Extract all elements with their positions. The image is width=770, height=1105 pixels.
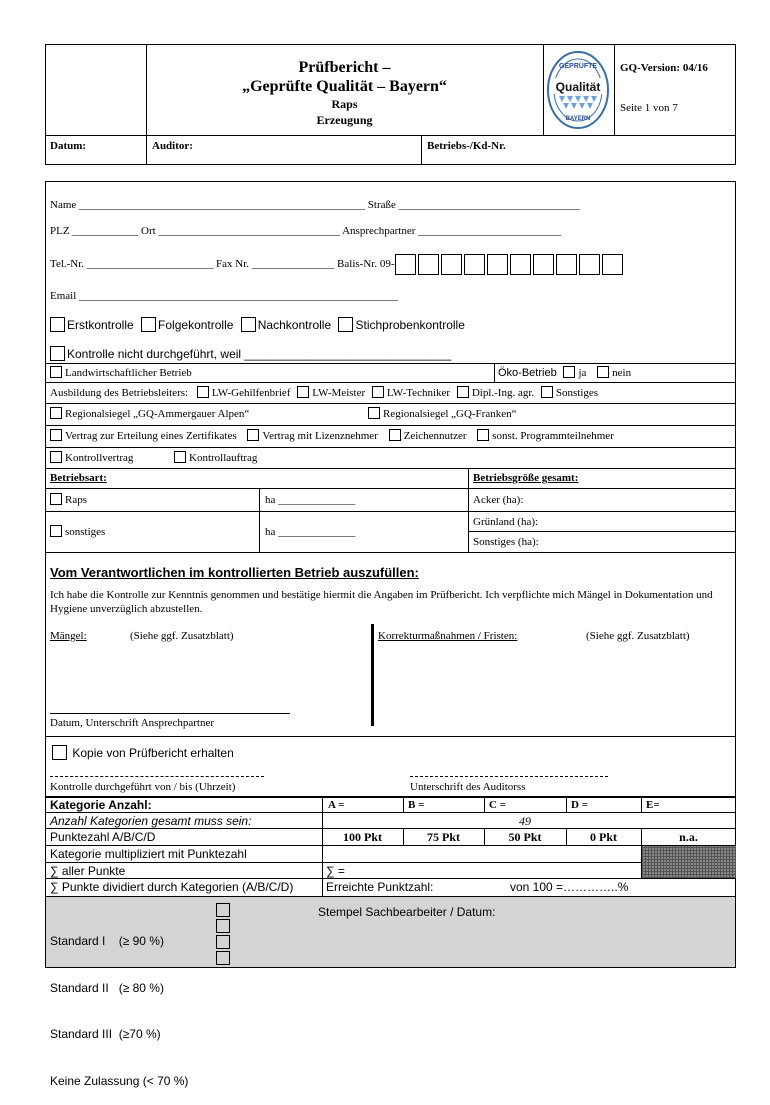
standard-2: Standard II (≥ 80 %) <box>50 980 164 995</box>
points-e: n.a. <box>679 830 698 844</box>
date-label: Datum: <box>50 140 87 152</box>
required-categories-value: 49 <box>519 814 531 828</box>
checkbox-nachkontrolle[interactable]: Nachkontrolle <box>241 318 331 332</box>
checkbox-erstkontrolle[interactable]: Erstkontrolle <box>50 318 134 332</box>
oeko-betrieb-row: Öko-Betrieb ja nein <box>498 367 632 379</box>
standard-none: Keine Zulassung (< 70 %) <box>50 1073 189 1088</box>
points-b: 75 Pkt <box>427 830 460 844</box>
contract-row <box>50 429 614 442</box>
points-c: 50 Pkt <box>508 830 542 844</box>
checkbox-copy-received[interactable]: Kopie von Prüfbericht erhalten <box>52 745 234 760</box>
sonstiges-ha-label: Sonstiges (ha): <box>473 536 539 548</box>
category-c[interactable]: C = <box>489 799 506 811</box>
logo-top-text: GEPRÜFTE <box>558 63 598 70</box>
checkbox-siegel-ammergau[interactable]: Regionalsiegel „GQ-Ammergauer Alpen“ <box>50 407 249 420</box>
checkbox-standard-2[interactable] <box>216 919 230 933</box>
standard-3: Standard III (≥70 %) <box>50 1027 161 1041</box>
checkbox-stichprobenkontrolle[interactable]: Stichprobenkontrolle <box>338 318 464 332</box>
points-d: 0 Pkt <box>590 830 617 844</box>
gruenland-label: Grünland (ha): <box>473 516 539 528</box>
checkbox-folgekontrolle[interactable]: Folgekontrolle <box>141 318 233 332</box>
category-count-label: Kategorie Anzahl: <box>50 798 152 812</box>
responsible-title: Vom Verantwortlichen im kontrollierten Betrieb auszufüllen: <box>50 565 419 580</box>
checkbox-standard-1[interactable] <box>216 903 230 917</box>
checkbox-zeichennutzer[interactable]: Zeichennutzer <box>381 430 467 442</box>
page-number: Seite 1 von 7 <box>620 102 678 114</box>
product-name: Raps <box>331 97 358 111</box>
responsible-text: Ich habe die Kontrolle zur Kenntnis genommen und bestätige hiermit die Angaben im Prüfbericht. Ich verpflichte mich Mängel in Dokumentation und Hygiene unverzüglich abzustellen. <box>50 589 713 615</box>
performed-by-label: Kontrolle durchgeführt von / bis (Uhrzeit) <box>50 781 236 793</box>
checkbox-programmteilnehmer[interactable]: sonst. Programmteilnehmer <box>469 430 614 442</box>
achieved-percent[interactable]: von 100 =…………..% <box>510 880 629 894</box>
education-row: Ausbildung des Betriebsleiters: LW-Gehilfenbrief LW-Meister LW-Techniker Dipl.-Ing. agr. Sonstiges <box>50 387 599 399</box>
standard-1: Standard I (≥ 90 %) <box>50 934 164 948</box>
business-nr-label: Betriebs-/Kd-Nr. <box>427 140 506 152</box>
checkbox-oeko-ja[interactable]: ja <box>559 367 586 379</box>
sum-value[interactable]: ∑ = <box>326 864 345 878</box>
title-line2: „Geprüfte Qualität – Bayern“ <box>242 78 447 95</box>
points-a: 100 Pkt <box>343 830 382 844</box>
checkbox-kontrollvertrag[interactable]: Kontrollvertrag <box>50 451 133 464</box>
divided-label: ∑ Punkte dividiert durch Kategorien (A/B/C/D) <box>50 880 294 894</box>
title-line1: Prüfbericht – <box>298 59 391 76</box>
checkbox-raps[interactable]: Raps <box>50 493 87 506</box>
acker-label: Acker (ha): <box>473 494 524 506</box>
corrections-see-extra: (Siehe ggf. Zusatzblatt) <box>586 630 690 642</box>
checkbox-lw-gehilfenbrief[interactable]: LW-Gehilfenbrief <box>191 387 291 399</box>
betriebsart-header: Betriebsart: <box>50 472 107 484</box>
betriebsgroesse-header: Betriebsgröße gesamt: <box>473 472 579 484</box>
sonstiges-ha-field[interactable]: ha ______________ <box>265 526 356 538</box>
control-type-options <box>50 317 465 332</box>
production-stage: Erzeugung <box>316 113 373 127</box>
auditor-label: Auditor: <box>152 140 193 152</box>
category-a[interactable]: A = <box>328 799 345 811</box>
checkbox-oeko-nein[interactable]: nein <box>589 367 631 379</box>
raps-ha-field[interactable]: ha ______________ <box>265 494 356 506</box>
logo-bottom-text: BAYERN <box>565 116 591 122</box>
name-street-field[interactable]: Name ____________________________________________________ Straße _________________________________ <box>50 199 581 211</box>
points-label: Punktezahl A/B/C/D <box>50 830 156 844</box>
corrections-label: Korrekturmaßnahmen / Fristen: <box>378 630 518 642</box>
category-b[interactable]: B = <box>408 799 425 811</box>
defects-see-extra: (Siehe ggf. Zusatzblatt) <box>130 630 234 642</box>
tel-fax-label: Tel.-Nr. _______________________ Fax Nr. _______________ Balis-Nr. 09- <box>50 258 395 271</box>
checkbox-lw-techniker[interactable]: LW-Techniker <box>368 387 450 399</box>
standards-list <box>50 903 188 1105</box>
defects-label: Mängel: <box>50 630 87 642</box>
signature-contact-label: Datum, Unterschrift Ansprechpartner <box>50 717 215 729</box>
auditor-signature-label: Unterschrift des Auditorss <box>410 781 526 793</box>
gq-version: GQ-Version: 04/16 <box>620 62 708 74</box>
gq-bayern-logo <box>545 48 611 132</box>
plz-city-contact-field[interactable]: PLZ ____________ Ort _________________________________ Ansprechpartner __________________________ <box>50 225 562 237</box>
stamp-label: Stempel Sachbearbeiter / Datum: <box>318 905 496 919</box>
checkbox-standard-3[interactable] <box>216 935 230 949</box>
checkbox-not-performed[interactable]: Kontrolle nicht durchgeführt, weil _______________________________ <box>50 346 451 361</box>
responsible-divider <box>371 624 374 726</box>
checkbox-kontrollauftrag[interactable]: Kontrollauftrag <box>174 451 257 464</box>
checkbox-vertrag-zertifikat[interactable]: Vertrag zur Erteilung eines Zertifikates <box>50 430 237 442</box>
checkbox-siegel-franken[interactable]: Regionalsiegel „GQ-Franken“ <box>368 407 516 420</box>
na-hatched-cell <box>642 846 736 878</box>
checkbox-lw-meister[interactable]: LW-Meister <box>293 387 365 399</box>
sum-points-label: ∑ aller Punkte <box>50 864 126 878</box>
checkbox-landwirtschaftlicher-betrieb[interactable]: Landwirtschaftlicher Betrieb <box>50 366 192 379</box>
checkbox-dipl-ing[interactable]: Dipl.-Ing. agr. <box>453 387 534 399</box>
checkbox-sonstiges-ausbildung[interactable]: Sonstiges <box>537 387 598 399</box>
logo-main-text: Qualität <box>555 80 601 94</box>
checkbox-vertrag-lizenznehmer[interactable]: Vertrag mit Lizenznehmer <box>239 430 377 442</box>
required-categories-label: Anzahl Kategorien gesamt muss sein: <box>50 814 252 828</box>
balis-digit-boxes[interactable] <box>395 258 625 270</box>
email-field[interactable]: Email __________________________________________________________ <box>50 290 399 302</box>
achieved-points-label: Erreichte Punktzahl: <box>326 880 434 894</box>
multiplied-label: Kategorie multipliziert mit Punktezahl <box>50 847 247 861</box>
checkbox-standard-none[interactable] <box>216 951 230 965</box>
category-e[interactable]: E= <box>646 799 660 811</box>
category-d[interactable]: D = <box>571 799 588 811</box>
checkbox-sonstiges[interactable]: sonstiges <box>50 525 105 538</box>
tel-fax-balis-field[interactable] <box>50 254 625 275</box>
